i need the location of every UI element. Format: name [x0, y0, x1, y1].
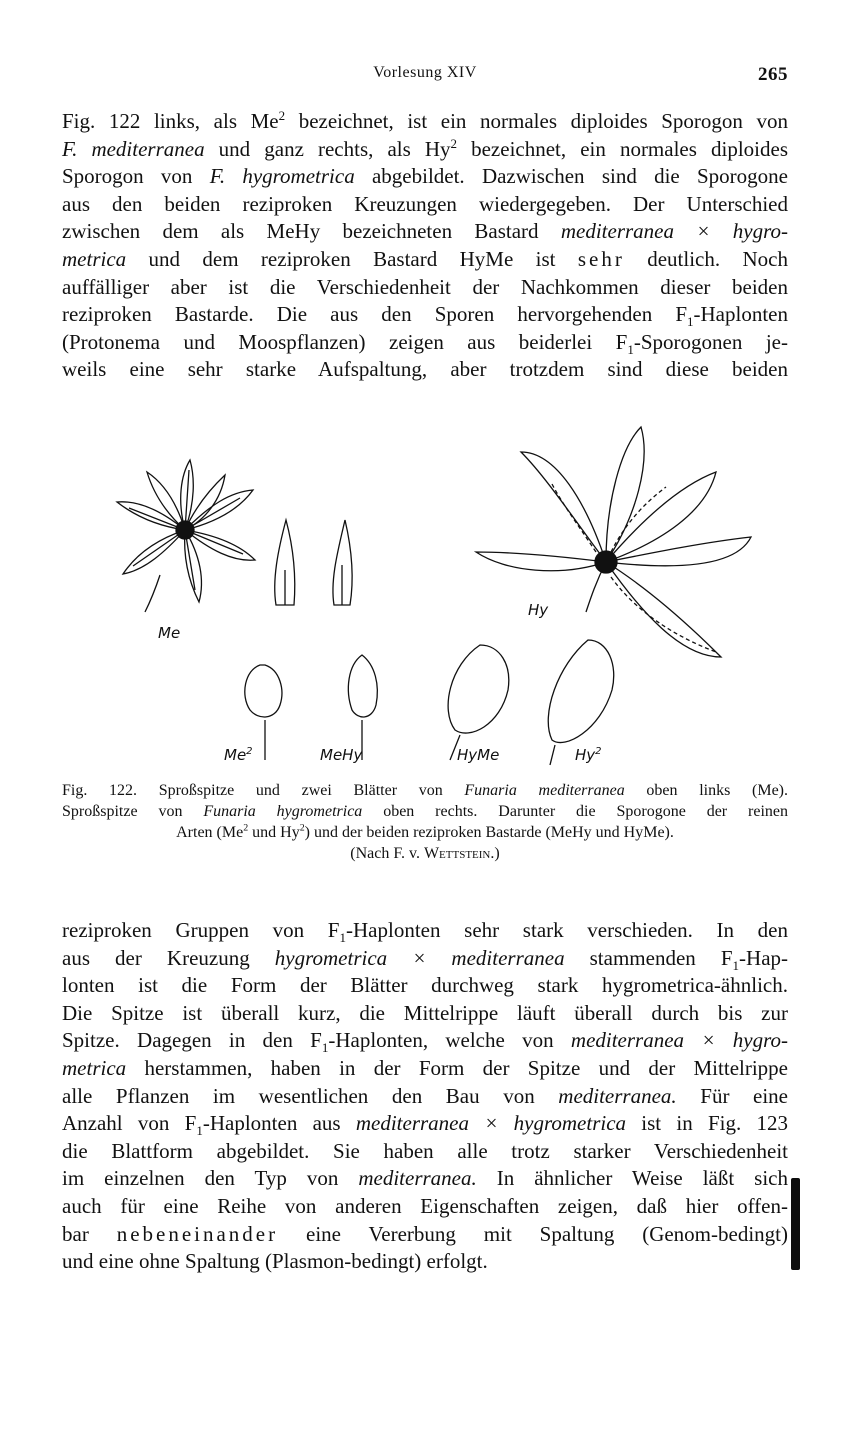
label-hyme: HyMe: [457, 746, 500, 764]
hy-shoot-tip-drawing: [476, 427, 751, 657]
text-line: Sporogon von F. hygrometrica abgebildet. Dazwischen sind die Sporogone: [62, 164, 788, 189]
text-line: alle Pflanzen im wesentlichen den Bau von mediterranea. Für eine: [62, 1083, 788, 1108]
text-line: auffälliger aber ist die Verschiedenheit der Nachkommen dieser beiden: [62, 274, 788, 299]
caption-line: Fig. 122. Sproßspitze und zwei Blätter von Funaria mediterranea oben links (Me).: [62, 782, 788, 799]
text-line: bar nebeneinander eine Vererbung mit Spaltung (Genom-bedingt): [62, 1221, 788, 1246]
me-shoot-tip-drawing: [117, 460, 255, 612]
text-line: aus den beiden reziproken Kreuzungen wiedergegeben. Der Unterschied: [62, 191, 788, 216]
label-hy: Hy: [528, 601, 549, 619]
text-line: metrica und dem reziproken Bastard HyMe ist sehr deutlich. Noch: [62, 246, 788, 271]
text-line: auch für eine Reihe von anderen Eigenschaften zeigen, daß hier offen-: [62, 1193, 788, 1218]
paragraph-top: [62, 108, 788, 384]
caption-line: Sproßspitze von Funaria hygrometrica oben rechts. Darunter die Sporogone der reinen: [62, 803, 788, 820]
sporogone-hyme: [448, 645, 509, 760]
page-header: [62, 64, 788, 90]
text-line: und eine ohne Spaltung (Plasmon-bedingt) erfolgt.: [62, 1249, 488, 1274]
text-line: reziproken Gruppen von $F_1$-Haplonten sehr stark verschieden. In den: [62, 918, 789, 946]
text-line: im einzelnen den Typ von mediterranea. In ähnlicher Weise läßt sich: [62, 1166, 788, 1191]
text-line: Spitze. Dagegen in den $F_1$-Haplonten, welche von mediterranea × hygro-: [62, 1028, 788, 1056]
label-me2: Me$^2$: [224, 746, 253, 764]
text-line: zwischen dem als MeHy bezeichneten Bastard mediterranea × hygro-: [62, 219, 788, 244]
text-line: reziproken Bastarde. Die aus den Sporen hervorgehenden $F_1$-Haplonten: [62, 302, 788, 330]
running-title: Vorlesung XIV: [373, 64, 477, 81]
text-line: (Protonema und Moospflanzen) zeigen aus beiderlei $F_1$-Sporogonen je-: [62, 329, 788, 357]
caption-line: (Nach F. v. Wettstein.): [350, 845, 500, 862]
text-line: metrica herstammen, haben in der Form der Spitze und der Mittelrippe: [62, 1055, 788, 1080]
label-me: Me: [158, 624, 181, 642]
text-line: F. mediterranea und ganz rechts, als Hy$^2$ bezeichnet, ein normales diploides: [62, 135, 788, 161]
caption-line: Arten (Me$^2$ und Hy$^2$) und der beiden reziproken Bastarde (MeHy und HyMe).: [176, 822, 674, 841]
figure-122-illustration: [100, 420, 760, 770]
sporogone-mehy: [348, 655, 377, 760]
text-line: Fig. 122 links, als Me$^2$ bezeichnet, ist ein normales diploides Sporogon von: [62, 108, 788, 133]
text-line: lonten ist die Form der Blätter durchweg stark hygrometrica-ähnlich.: [62, 973, 788, 998]
figure-caption: [62, 780, 788, 864]
text-line: die Blattform abgebildet. Sie haben alle trotz starker Verschiedenheit: [62, 1138, 788, 1163]
label-hy2: Hy$^2$: [575, 746, 602, 764]
label-mehy: MeHy: [320, 746, 363, 764]
text-line: Die Spitze ist überall kurz, die Mittelrippe läuft überall durch bis zur: [62, 1000, 788, 1025]
paragraph-bottom: [62, 917, 788, 1276]
page-number: 265: [758, 64, 788, 85]
text-line: weils eine sehr starke Aufspaltung, aber trotzdem sind diese beiden: [62, 357, 788, 382]
margin-mark: [791, 1178, 800, 1270]
text-line: Anzahl von $F_1$-Haplonten aus mediterranea × hygrometrica ist in Fig. 123: [62, 1111, 788, 1139]
text-line: aus der Kreuzung hygrometrica × mediterranea stammenden $F_1-Hap-$: [62, 945, 789, 973]
